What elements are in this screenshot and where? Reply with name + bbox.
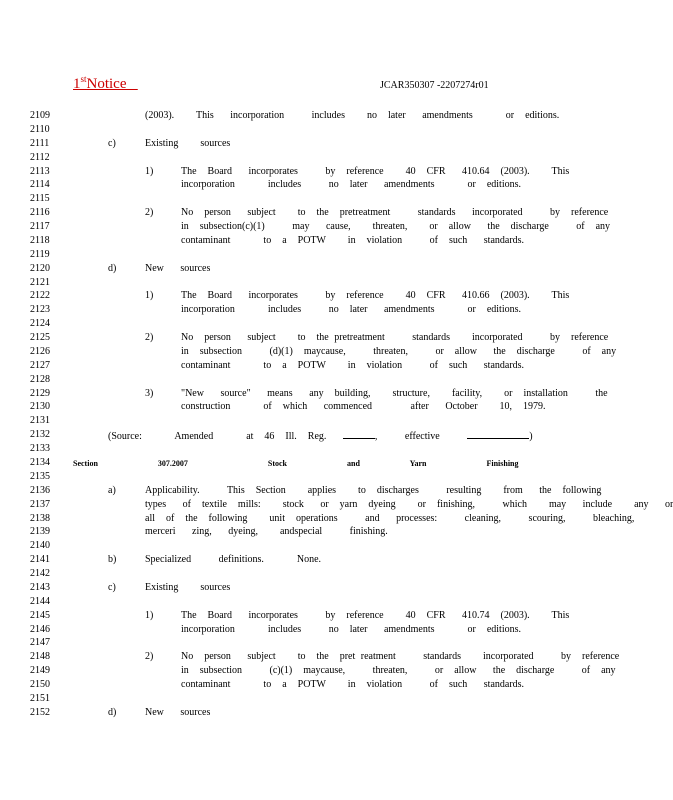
list-marker: 1) <box>145 165 154 177</box>
section-heading: Section 307.2007 Stock and Yarn Finishing <box>73 459 519 468</box>
line-number: 2152 <box>30 706 50 718</box>
body-text-line: construction of which commenced after October 10, 1979. <box>181 401 546 413</box>
body-text-line: incorporation includes no later amendments or editions. <box>181 623 521 635</box>
body-text-line: Applicability. This Section applies to discharges resulting from the following <box>145 484 602 496</box>
line-number: 2139 <box>30 526 50 538</box>
line-number: 2151 <box>30 692 50 704</box>
line-number: 2135 <box>30 470 50 482</box>
line-number: 2143 <box>30 581 50 593</box>
body-text-line: types of textile mills: stock or yarn dyeing or finishing, which may include any or <box>145 498 673 510</box>
line-number: 2110 <box>30 123 50 135</box>
line-number: 2147 <box>30 637 50 649</box>
source-note <box>108 428 533 442</box>
list-marker: c) <box>108 137 116 149</box>
body-text-line: Existing sources <box>145 137 231 149</box>
body-text-line: contaminant to a POTW in violation of such standards. <box>181 234 525 246</box>
line-number: 2136 <box>30 484 50 496</box>
list-marker: 1) <box>145 609 154 621</box>
body-text-line: Specialized definitions. None. <box>145 554 322 566</box>
line-number: 2146 <box>30 623 50 635</box>
list-marker: 2) <box>145 651 154 663</box>
line-number: 2130 <box>30 401 50 413</box>
body-text-line: No person subject to the pret reatment standards incorporated by reference <box>181 651 620 663</box>
register-blank <box>343 428 375 439</box>
line-number: 2112 <box>30 151 50 163</box>
list-marker: d) <box>108 262 117 274</box>
body-text-line: New sources <box>145 262 211 274</box>
body-text-line: "New source" means any building, structure, facility, or installation the <box>181 387 608 399</box>
body-text-line: in subsection(c)(1) may cause, threaten, or allow the discharge of any <box>181 221 611 233</box>
source-close: ) <box>529 431 533 443</box>
line-number: 2125 <box>30 332 50 344</box>
line-number: 2114 <box>30 179 50 191</box>
body-text-line: incorporation includes no later amendments or editions. <box>181 179 521 191</box>
line-number: 2118 <box>30 234 50 246</box>
line-number: 2148 <box>30 651 50 663</box>
list-marker: 3) <box>145 387 154 399</box>
line-number: 2113 <box>30 165 50 177</box>
line-number: 2119 <box>30 248 50 260</box>
document-id: JCAR350307 -2207274r01 <box>380 80 489 91</box>
line-number: 2140 <box>30 540 50 552</box>
body-text-line: New sources <box>145 706 211 718</box>
line-number: 2141 <box>30 554 50 566</box>
list-marker: 1) <box>145 290 154 302</box>
line-number: 2150 <box>30 679 50 691</box>
line-number: 2121 <box>30 276 50 288</box>
line-number: 2137 <box>30 498 50 510</box>
body-text-line: in subsection (c)(1) maycause, threaten, or allow the discharge of any <box>181 665 616 677</box>
line-number: 2120 <box>30 262 50 274</box>
line-number: 2129 <box>30 387 50 399</box>
line-number: 2145 <box>30 609 50 621</box>
line-number: 2128 <box>30 373 50 385</box>
line-number: 2115 <box>30 193 50 205</box>
line-number: 2123 <box>30 304 50 316</box>
line-number: 2132 <box>30 429 50 441</box>
notice-heading: 1stNotice <box>73 74 127 92</box>
line-number: 2133 <box>30 443 50 455</box>
body-text-line: The Board incorporates by reference 40 CFR 410.74 (2003). This <box>181 609 570 621</box>
body-text-line: contaminant to a POTW in violation of such standards. <box>181 679 525 691</box>
line-number: 2144 <box>30 595 50 607</box>
body-text-line: The Board incorporates by reference 40 CFR 410.64 (2003). This <box>181 165 570 177</box>
body-text-line: merceri zing, dyeing, andspecial finishing. <box>145 526 388 538</box>
body-text-line: all of the following unit operations and processes: cleaning, scouring, bleaching, <box>145 512 635 524</box>
line-number: 2109 <box>30 110 50 121</box>
body-text-line: No person subject to the pretreatment standards incorporated by reference <box>181 207 609 219</box>
effective-date-blank <box>467 428 529 439</box>
line-number: 2126 <box>30 345 50 357</box>
line-number: 2134 <box>30 457 50 468</box>
line-number: 2111 <box>30 137 50 149</box>
line-number: 2117 <box>30 221 50 233</box>
list-marker: b) <box>108 554 117 566</box>
body-text-line: No person subject to the pretreatment standards incorporated by reference <box>181 332 609 344</box>
body-text-line: The Board incorporates by reference 40 CFR 410.66 (2003). This <box>181 290 570 302</box>
line-number: 2122 <box>30 290 50 302</box>
line-number: 2127 <box>30 359 50 371</box>
list-marker: a) <box>108 484 116 496</box>
line-number: 2142 <box>30 568 50 580</box>
list-marker: c) <box>108 581 116 593</box>
body-text-line: contaminant to a POTW in violation of such standards. <box>181 359 525 371</box>
source-text: (Source: Amended at 46 Ill. Reg. <box>108 431 343 443</box>
body-text-line: incorporation includes no later amendments or editions. <box>181 304 521 316</box>
list-marker: 2) <box>145 332 154 344</box>
body-text-line: in subsection (d)(1) maycause, threaten, or allow the discharge of any <box>181 345 617 357</box>
line-number: 2116 <box>30 207 50 219</box>
effective-label: , effective <box>374 431 468 443</box>
list-marker: d) <box>108 706 117 718</box>
line-number: 2149 <box>30 665 50 677</box>
line-number: 2138 <box>30 512 50 524</box>
line-number: 2131 <box>30 415 50 427</box>
body-text-line: Existing sources <box>145 581 231 593</box>
list-marker: 2) <box>145 207 154 219</box>
line-number: 2124 <box>30 318 50 330</box>
body-text-line: (2003). This incorporation includes no later amendments or editions. <box>145 110 560 121</box>
